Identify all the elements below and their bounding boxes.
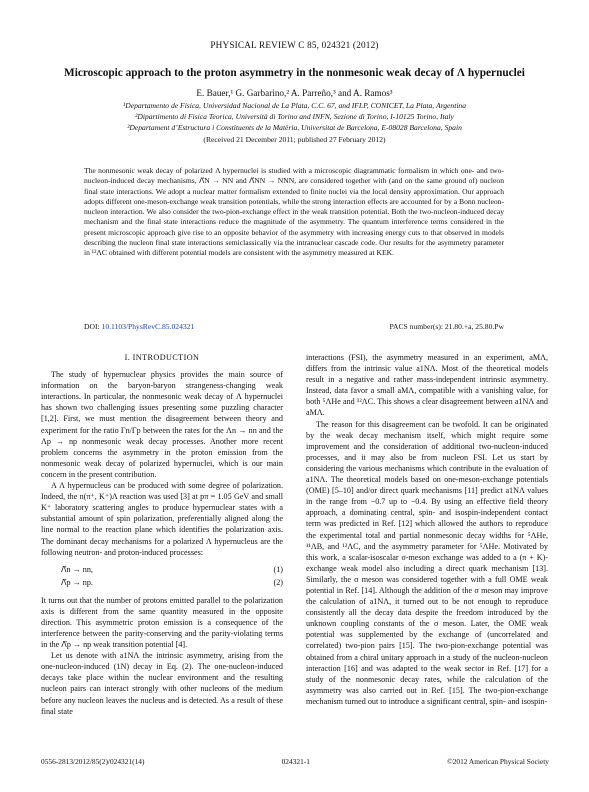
abstract: The nonmesonic weak decay of polarized Λ hypernuclei is studied with a microscopic diagrammatic formalism in which one- and two-nucleon-induced decay mechanisms, Λ⃗N → NN and Λ⃗NN → NNN, are considered together with (and on the same ground of) nucleon final state interactions. We adopt a nuclear matter formalism extended to finite nuclei via the local density approximation. Our approach adopts different one-meson-exchange weak transition potentials, while the strong interaction effects are accounted for by a Bonn nucleon-nucleon interaction. We also consider the two-pion-exchange effect in the weak transition potential. Both the two-nucleon-induced decay mechanism and the final state interactions reduce the magnitude of the asymmetry. The quantum interference terms considered in the present microscopic approach give rise to an opposite behavior of the asymmetry with increasing energy cuts to that observed in models describing the nucleon final state interactions semiclassically via the intranuclear cascade code. Our results for the asymmetry parameter in ¹²ΛC obtained with different potential models are consistent with the asymmetry measured at KEK.	[84, 166, 504, 258]
footer-copyright: ©2012 American Physical Society	[447, 757, 549, 766]
doi-pacs-line	[84, 322, 504, 331]
equation-2-body: Λ⃗p → np.	[61, 577, 93, 587]
paper-title: Microscopic approach to the proton asymmetry in the nonmesonic weak decay of Λ hypernuclei	[64, 67, 525, 79]
doi-label: DOI:	[84, 322, 102, 331]
intro-paragraph-1: The study of hypernuclear physics provides the main source of information on the baryon-baryon strangeness-changing weak interactions. In particular, the nonmesonic weak decay of Λ hypernuclei has shown two challenging issues presenting some puzzling character [1,2]. First, we must mention the disagreement between theory and experiment for the ratio Γn/Γp between the rates for the Λn → nn and the Λp → np nonmesonic weak decay processes. Another more recent problem concerns the asymmetry in the proton emission from the nonmesonic weak decay of polarized hypernuclei, which is our main concern in the present contribution.	[41, 370, 283, 479]
intro-paragraph-3: It turns out that the number of protons emitted parallel to the polarization axis is different from the same quantity measured in the opposite direction. This asymmetric proton emission is a consequence of the interference between the parity-conserving and the parity-violating terms in the Λ⃗p → np weak transition potential [4].	[41, 595, 283, 650]
doi-info	[84, 322, 194, 331]
equation-1-body: Λ⃗n → nn,	[61, 565, 93, 575]
pacs-numbers: PACS number(s): 21.80.+a, 25.80.Pw	[389, 322, 504, 331]
received-dates: (Received 21 December 2011; published 27 February 2012)	[203, 134, 386, 144]
page-footer	[41, 757, 549, 766]
affiliation-3: ³Departament d’Estructura i Constituents de la Matèria, Universitat de Barcelona, E-08028 Barcelona, Spain	[127, 123, 462, 133]
intro-paragraph-4: Let us denote with a1NΛ the intrinsic asymmetry, arising from the one-nucleon-induced (1N) decay in Eq. (2). The one-nucleon-induced decays take place within the nuclear environment and the resulting nucleon pairs can interact strongly with other nucleons of the medium before any nucleon leaves the nucleus and is detected. As a result of these final state	[41, 651, 283, 716]
doi-link[interactable]: 10.1103/PhysRevC.85.024321	[101, 322, 195, 331]
equation-2-number: (2)	[273, 577, 283, 587]
footer-journal-code: 0556-2813/2012/85(2)/024321(14)	[41, 757, 145, 766]
affiliation-1: ¹Departamento de Física, Universidad Nacional de La Plata, C.C. 67, and IFLP, CONICET, La Plata, Argentina	[122, 101, 467, 110]
intro-paragraph-2: A Λ hypernucleus can be produced with some degree of polarization. Indeed, the n(π⁺, K⁺)Λ reaction was used [3] at pπ = 1.05 GeV and small K⁺ laboratory scattering angles to produce hypernuclear states with a substantial amount of spin polarization, preferentially aligned along the line normal to the reaction plane which identifies the polarization axis. The dominant decay mechanisms for a polarized Λ hypernucleus are the following neutron- and proton-induced processes:	[41, 481, 283, 557]
affiliations	[40, 100, 549, 145]
intro-paragraph-5: interactions (FSI), the asymmetry measured in an experiment, aMΛ, differs from the intrinsic value a1NΛ. Most of the theoretical models result in a negative and rather mass-independent intrinsic asymmetry. Instead, data favor a small aMΛ, compatible with a vanishing value, for both ⁵ΛHe and ¹²ΛC. This shows a clear disagreement between a1NΛ and aMΛ.	[306, 353, 548, 418]
running-head: PHYSICAL REVIEW C 85, 024321 (2012)	[210, 40, 379, 50]
section-title: I. INTRODUCTION	[124, 353, 200, 362]
left-column	[41, 352, 283, 717]
equation-1-number: (1)	[273, 565, 283, 575]
equation-1	[41, 564, 283, 577]
author-list: E. Bauer,¹ G. Garbarino,² A. Parreño,³ and A. Ramos³	[196, 88, 393, 98]
equation-2	[41, 576, 283, 589]
affiliation-2: ²Dipartimento di Fisica Teorica, Università di Torino and INFN, Sezione di Torino, I-10125 Torino, Italy	[135, 112, 454, 122]
intro-paragraph-6: The reason for this disagreement can be twofold. It can be originated by the weak decay mechanism itself, which might require some improvement and the consideration of additional two-nucleon-induced processes, and it may also be from nucleon FSI. Let us start by considering the various mechanisms which contribute in the evaluation of a1NΛ. The theoretical models based on one-meson-exchange potentials (OME) [5–10] and/or direct quark mechanisms [11] predict a1NΛ values in the range from −0.7 up to −0.4. By using an effective field theory approach, a dominating central, spin- and isospin-independent contact term was predicted in Ref. [12] which allowed the authors to reproduce the experimental total and partial nonmesonic decay widths for ⁵ΛHe, ¹¹ΛB, and ¹²ΛC, and the asymmetry parameter for ⁵ΛHe. Motivated by this work, a scalar-isoscalar σ-meson exchange was added to a (π + K)-exchange weak model also including a direct quark mechanism [13]. Similarly, the σ meson was considered together with a full OME weak potential in Ref. [14]. Although the addition of the σ meson may improve the calculation of a1NΛ, it turned out to be not enough to reproduce consistently all the decay data despite the freedom introduced by the unknown coupling constants of the σ meson. Later, the OME weak potential was supplemented by the exchange of (uncorrelated and correlated) two-pion pairs [15]. The two-pion-exchange potential was obtained from a chiral unitary approach in a study of the nucleon-nucleon interaction [16] and was adapted to the weak sector in Ref. [17] for a study of the nonmesonic decay rates, while the calculation of the asymmetry was also carried out in Ref. [15]. The two-pion-exchange mechanism turned out to introduce a significant central, spin- and isospin-	[306, 419, 548, 706]
footer-page-number: 024321-1	[281, 757, 310, 766]
right-column	[306, 352, 548, 707]
equations	[41, 564, 283, 589]
